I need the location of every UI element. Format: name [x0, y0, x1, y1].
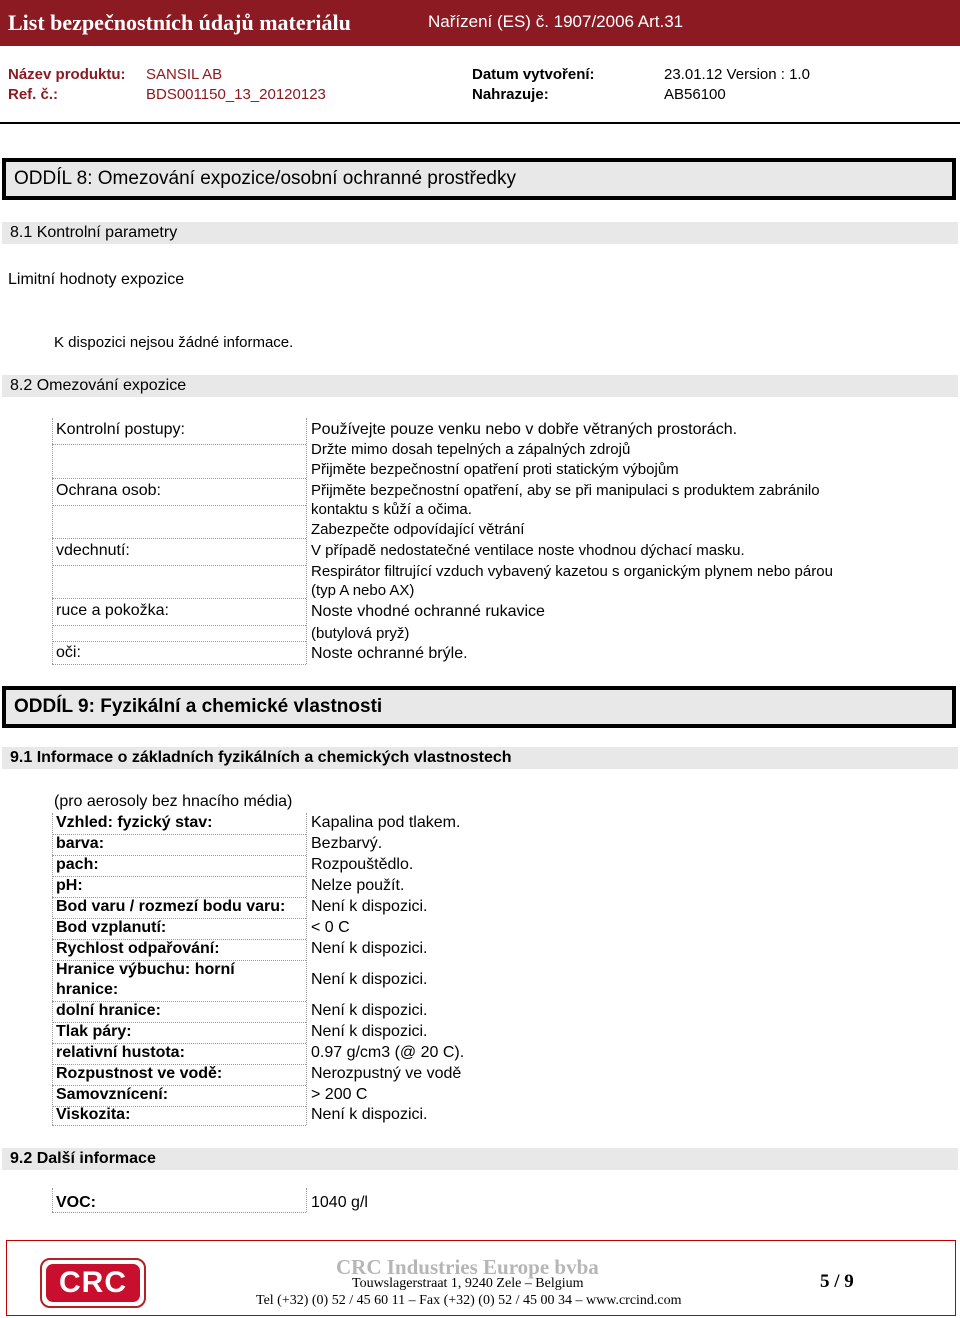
prop-value-color: Bezbarvý. — [311, 835, 383, 852]
props-grid-divider — [306, 813, 307, 1125]
prop-label-odor: pach: — [56, 856, 99, 873]
personal-line-1: Přijměte bezpečnostní opatření, aby se při manipulaci s produktem zabránilo — [311, 482, 820, 499]
row-divider — [52, 505, 306, 506]
replaces-label: Nahrazuje: — [472, 86, 549, 103]
row-divider — [52, 664, 306, 665]
date-value: 23.01.12 Version : 1.0 — [664, 66, 810, 83]
voc-label: VOC: — [56, 1194, 96, 1211]
prop-label-density: relativní hustota: — [56, 1044, 185, 1061]
replaces-value: AB56100 — [664, 86, 726, 103]
prop-value-autoignition: > 200 C — [311, 1086, 368, 1103]
hands-line-1: Noste vhodné ochranné rukavice — [311, 603, 545, 620]
eyes-line-1: Noste ochranné brýle. — [311, 645, 468, 662]
aerosol-note: (pro aerosoly bez hnacího média) — [54, 793, 293, 810]
control-measures-label: Kontrolní postupy: — [56, 421, 185, 438]
hands-skin-label: ruce a pokožka: — [56, 602, 169, 619]
prop-label-solubility: Rozpustnost ve vodě: — [56, 1065, 223, 1082]
prop-value-ph: Nelze použít. — [311, 877, 405, 894]
row-divider — [52, 876, 306, 877]
prop-label-color: barva: — [56, 835, 105, 852]
subsection-8-2 — [2, 375, 958, 397]
prop-label-boiling: Bod varu / rozmezí bodu varu: — [56, 898, 286, 915]
prop-label-viscosity: Viskozita: — [56, 1106, 131, 1123]
row-divider — [52, 598, 306, 599]
exposure-grid-divider — [306, 418, 307, 664]
personal-protection-label: Ochrana osob: — [56, 482, 161, 499]
voc-grid-left-border — [52, 1188, 53, 1212]
prop-value-solubility: Nerozpustný ve vodě — [311, 1065, 462, 1082]
respiratory-line-1: V případě nedostatečné ventilace noste vhodnou dýchací masku. — [311, 542, 745, 559]
regulation-reference: Nařízení (ES) č. 1907/2006 Art.31 — [428, 12, 684, 31]
company-name: CRC Industries Europe bvba — [336, 1255, 599, 1279]
subsection-8-2-title: 8.2 Omezování expozice — [10, 377, 187, 394]
row-divider — [52, 641, 306, 642]
row-divider — [52, 625, 306, 626]
subsection-9-1-title: 9.1 Informace o základních fyzikálních a chemických vlastnostech — [10, 749, 512, 766]
prop-value-vapor-pressure: Není k dispozici. — [311, 1023, 428, 1040]
exposure-grid-left-border — [52, 418, 53, 664]
prop-label-autoignition: Samovznícení: — [56, 1086, 169, 1103]
prop-label-flash: Bod vzplanutí: — [56, 919, 167, 936]
company-contact: Tel (+32) (0) 52 / 45 60 11 – Fax (+32) (0) 52 / 45 00 34 – www.crcind.com — [256, 1293, 682, 1308]
date-label: Datum vytvoření: — [472, 66, 595, 83]
section-9-header — [2, 686, 956, 728]
header-bar — [0, 0, 960, 46]
product-value: SANSIL AB — [146, 66, 223, 83]
section-8-title: ODDÍL 8: Omezování expozice/osobní ochranné prostředky — [14, 168, 516, 189]
row-divider — [52, 1212, 306, 1213]
prop-value-flash: < 0 C — [311, 919, 350, 936]
row-divider — [52, 565, 306, 566]
prop-value-evaporation: Není k dispozici. — [311, 940, 428, 957]
crc-logo-text: CRC — [46, 1264, 140, 1302]
voc-grid-divider — [306, 1188, 307, 1212]
section-8-header — [2, 158, 956, 200]
prop-value-state: Kapalina pod tlakem. — [311, 814, 461, 831]
prop-label-state: Vzhled: fyzický stav: — [56, 814, 213, 831]
personal-line-3: Zabezpečte odpovídající větrání — [311, 521, 525, 538]
prop-value-boiling: Není k dispozici. — [311, 898, 428, 915]
row-divider — [52, 1125, 306, 1126]
prop-value-viscosity: Není k dispozici. — [311, 1106, 428, 1123]
ref-value: BDS001150_13_20120123 — [146, 86, 326, 103]
page-number: 5 / 9 — [820, 1271, 854, 1292]
control-line-3: Přijměte bezpečnostní opatření proti statickým výbojům — [311, 461, 679, 478]
prop-label-evaporation: Rychlost odpařování: — [56, 940, 220, 957]
subsection-9-2 — [2, 1148, 958, 1170]
voc-value: 1040 g/l — [311, 1194, 368, 1211]
subsection-8-1 — [2, 222, 958, 244]
subsection-9-1 — [2, 747, 958, 769]
respiratory-line-3: (typ A nebo AX) — [311, 582, 415, 599]
prop-label-explosion-upper: Hranice výbuchu: horní — [56, 961, 235, 978]
eyes-label: oči: — [56, 644, 81, 661]
company-address: Touwslagerstraat 1, 9240 Zele – Belgium — [352, 1276, 584, 1291]
no-info-text: K dispozici nejsou žádné informace. — [54, 334, 294, 351]
document-title: List bezpečnostních údajů materiálu — [8, 10, 351, 35]
hands-line-2: (butylová pryž) — [311, 625, 410, 642]
prop-label-ph: pH: — [56, 877, 83, 894]
product-label: Název produktu: — [8, 66, 126, 83]
prop-label-explosion-upper-2: hranice: — [56, 981, 119, 998]
props-grid-left-border — [52, 813, 53, 1125]
prop-value-explosion-lower: Není k dispozici. — [311, 1002, 428, 1019]
header-divider — [0, 122, 960, 124]
ref-label: Ref. č.: — [8, 86, 59, 103]
limit-values-heading: Limitní hodnoty expozice — [8, 271, 185, 288]
prop-value-odor: Rozpouštědlo. — [311, 856, 414, 873]
row-divider — [52, 478, 306, 479]
prop-value-density: 0.97 g/cm3 (@ 20 C). — [311, 1044, 465, 1061]
subsection-8-1-title: 8.1 Kontrolní parametry — [10, 224, 178, 241]
section-9-title: ODDÍL 9: Fyzikální a chemické vlastnosti — [14, 696, 383, 717]
personal-line-2: kontaktu s kůží a očima. — [311, 501, 472, 518]
row-divider — [52, 444, 306, 445]
control-line-2: Držte mimo dosah tepelných a zápalných zdrojů — [311, 441, 631, 458]
prop-value-explosion-upper: Není k dispozici. — [311, 971, 428, 988]
subsection-9-2-title: 9.2 Další informace — [10, 1150, 156, 1167]
prop-label-explosion-lower: dolní hranice: — [56, 1002, 161, 1019]
crc-logo — [40, 1258, 146, 1308]
row-divider — [52, 538, 306, 539]
control-line-1: Používejte pouze venku nebo v dobře větraných prostorách. — [311, 421, 738, 438]
prop-label-vapor-pressure: Tlak páry: — [56, 1023, 132, 1040]
respiratory-line-2: Respirátor filtrující vzduch vybavený kazetou s organickým plynem nebo párou — [311, 563, 833, 580]
respiratory-label: vdechnutí: — [56, 542, 130, 559]
